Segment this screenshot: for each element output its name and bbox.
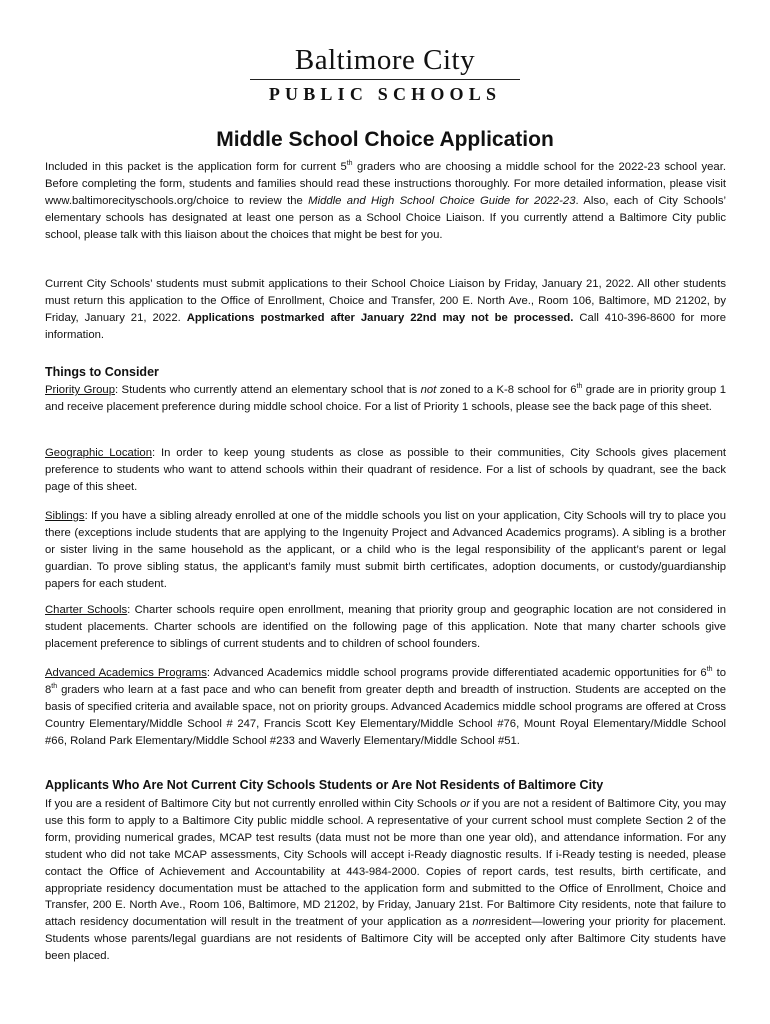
page-title: Middle School Choice Application (216, 128, 554, 151)
logo-line-2: PUBLIC SCHOOLS (268, 84, 502, 104)
baltimore-city-schools-logo (248, 44, 522, 104)
priority-group-paragraph: Priority Group: Students who currently attend an elementary school that is not zoned to a K-8 school for 6th grade are in priority group 1 and receive placement preference during middle school choice. For a list of Priority 1 schools, please see the back page of this sheet. (45, 383, 727, 413)
logo-line-1: Baltimore City (294, 44, 476, 76)
intro-paragraph-2: Current City Schools’ students must submit applications to their School Choice Liaison by Friday, January 21, 2022. All other students must return this application to the Office of Enrollment, Choice and Transfer, 200 E. North Ave., Room 106, Baltimore, MD 21202, by Friday, January 21, 2022. Applications postmarked after January 22nd may not be processed. Call 410-396-8600 for more information. (45, 278, 727, 341)
applicants-paragraph: If you are a resident of Baltimore City but not currently enrolled within City Schools or if you are not a resident of Baltimore City, you may use this form to apply to a Baltimore City public middle school. A representative of your current school must complete Section 2 of the form, providing numerical grades, MCAP test results (data must not be more than one year old), and attendance information. For any student who did not take MCAP assessments, City Schools will accept i-Ready diagnostic results. If i-Ready testing is needed, please contact the Office of Achievement and Accountability at 443-984-2000. Copies of report cards, test results, birth certificate, and appropriate residency documentation must be attached to the application form and submitted to the Office of Enrollment, Choice and Transfer, 200 E. North Ave., Room 106, Baltimore, MD 21202, by Friday, January 21st. For Baltimore City residents, note that failure to attach residency documentation will result in the treatment of your application as a nonresident—lowering your priority for placement. Students whose parents/legal guardians are not residents of Baltimore City will be accepted only after Baltimore City students have been placed. (45, 798, 727, 963)
things-to-consider-heading: Things to Consider (45, 365, 159, 379)
geographic-location-paragraph: Geographic Location: In order to keep young students as close as possible to their communities, City Schools gives placement preference to students who want to attend schools within their quadrant of residence. For a list of schools by quadrant, see the back page of this sheet. (45, 447, 726, 493)
advanced-academics-paragraph: Advanced Academics Programs: Advanced Academics middle school programs provide differentiated academic opportunities for 6th to 8th graders who learn at a fast pace and who can benefit from greater depth and breadth of instruction. Students are accepted on the basis of specified criteria and available space, not on priority groups. Advanced Academics middle school programs are offered at Cross Country Elementary/Middle School # 247, Francis Scott Key Elementary/Middle School #76, Mount Royal Elementary/Middle School #66, Roland Park Elementary/Middle School #233 and Waverly Elementary/Middle School #51. (45, 666, 726, 747)
charter-schools-paragraph: Charter Schools: Charter schools require open enrollment, meaning that priority group and geographic location are not considered in student placements. Charter schools are identified on the following page of this application. Note that many charter schools give placement preference to siblings of current students and to children of school founders. (45, 604, 726, 650)
logo-divider (250, 79, 520, 80)
intro-paragraph-1: Included in this packet is the application form for current 5th graders who are choosing a middle school for the 2022-23 school year. Before completing the form, students and families should read these instructions thoroughly. For more detailed information, please visit www.baltimorecityschools.org/choice to review the Middle and High School Choice Guide for 2022-23. Also, each of City Schools’ elementary schools has designated at least one person as a School Choice Liaison. If you currently attend a Baltimore City public school, please talk with this liaison about the choices that might be best for you. (45, 160, 726, 241)
applicants-heading: Applicants Who Are Not Current City Schools Students or Are Not Residents of Baltimore City (45, 778, 604, 792)
siblings-paragraph: Siblings: If you have a sibling already enrolled at one of the middle schools you list on your application, City Schools will try to place you there (exceptions include students that are applying to the Ingenuity Project and Advanced Academics programs). A sibling is a brother or sister living in the same household as the applicant, or a child who is the legal responsibility of the applicant’s parent or legal guardian. To prove sibling status, the applicant’s family must submit birth certificates, adoption documents, or custody/guardianship papers for each student. (45, 510, 726, 590)
